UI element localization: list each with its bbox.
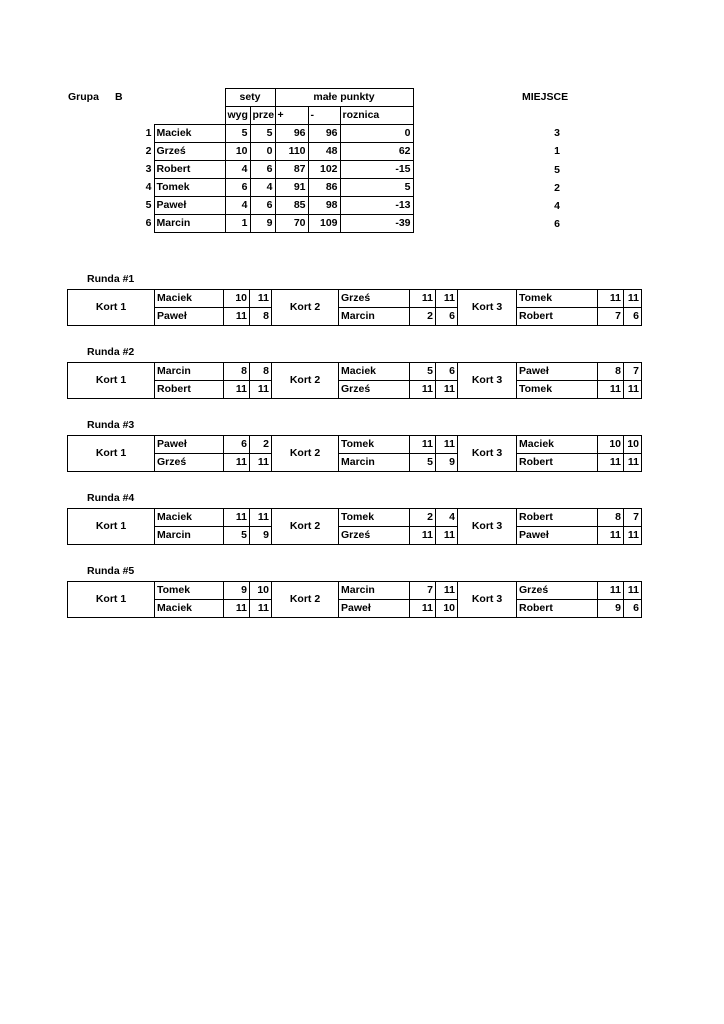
won-header: wyg — [225, 107, 250, 125]
set-score-1: 10 — [598, 436, 624, 454]
set-score-2: 9 — [436, 454, 458, 472]
player-name: Robert — [154, 161, 225, 179]
player-name: Maciek — [155, 290, 224, 308]
set-score-1: 9 — [598, 600, 624, 618]
points-diff: -13 — [340, 197, 413, 215]
standings-header-row-2 — [112, 107, 413, 125]
sets-lost: 0 — [250, 143, 275, 161]
standings-row — [112, 179, 413, 197]
court-label: Kort 2 — [272, 363, 339, 399]
set-score-2: 8 — [250, 363, 272, 381]
player-name: Robert — [155, 381, 224, 399]
set-score-2: 11 — [436, 436, 458, 454]
player-name: Paweł — [155, 308, 224, 326]
sets-lost: 5 — [250, 125, 275, 143]
row-number: 1 — [112, 125, 154, 143]
set-score-1: 11 — [410, 600, 436, 618]
row-number: 2 — [112, 143, 154, 161]
court-label: Kort 3 — [458, 290, 517, 326]
player-name: Maciek — [155, 600, 224, 618]
round-row — [68, 363, 642, 381]
standings-row — [112, 215, 413, 233]
row-number: 4 — [112, 179, 154, 197]
player-name: Grześ — [154, 143, 225, 161]
minus-header: - — [308, 107, 340, 125]
points-minus: 96 — [308, 125, 340, 143]
player-name: Tomek — [154, 179, 225, 197]
sets-won: 10 — [225, 143, 250, 161]
sets-lost: 6 — [250, 197, 275, 215]
set-score-2: 11 — [624, 381, 642, 399]
sets-won: 4 — [225, 197, 250, 215]
points-plus: 87 — [275, 161, 308, 179]
set-score-1: 11 — [224, 381, 250, 399]
points-diff: 0 — [340, 125, 413, 143]
standings-row — [112, 197, 413, 215]
set-score-1: 11 — [598, 290, 624, 308]
player-name: Robert — [517, 600, 598, 618]
set-score-2: 6 — [624, 308, 642, 326]
set-score-2: 9 — [250, 527, 272, 545]
set-score-2: 11 — [250, 381, 272, 399]
lost-header: prze — [250, 107, 275, 125]
round-title: Runda #4 — [87, 492, 135, 504]
set-score-2: 11 — [436, 290, 458, 308]
place-value: 3 — [554, 127, 560, 139]
row-number: 5 — [112, 197, 154, 215]
court-label: Kort 1 — [68, 290, 155, 326]
set-score-1: 8 — [224, 363, 250, 381]
court-label: Kort 3 — [458, 436, 517, 472]
player-name: Marcin — [154, 215, 225, 233]
round-row — [68, 308, 642, 326]
set-score-2: 11 — [436, 582, 458, 600]
set-score-2: 11 — [624, 454, 642, 472]
court-label: Kort 2 — [272, 582, 339, 618]
player-name: Paweł — [154, 197, 225, 215]
sets-won: 6 — [225, 179, 250, 197]
set-score-2: 10 — [436, 600, 458, 618]
points-plus: 85 — [275, 197, 308, 215]
player-name: Tomek — [517, 381, 598, 399]
round-title: Runda #2 — [87, 346, 135, 358]
standings-row — [112, 143, 413, 161]
set-score-2: 7 — [624, 363, 642, 381]
standings-row — [112, 161, 413, 179]
sets-lost: 4 — [250, 179, 275, 197]
set-score-1: 11 — [410, 527, 436, 545]
points-plus: 70 — [275, 215, 308, 233]
set-score-1: 8 — [598, 509, 624, 527]
set-score-1: 11 — [410, 436, 436, 454]
group-label: Grupa — [68, 91, 99, 103]
standings-row — [112, 125, 413, 143]
points-diff: -15 — [340, 161, 413, 179]
set-score-1: 7 — [598, 308, 624, 326]
round-title: Runda #5 — [87, 565, 135, 577]
round-row — [68, 436, 642, 454]
points-header: małe punkty — [275, 89, 413, 107]
points-minus: 48 — [308, 143, 340, 161]
set-score-1: 5 — [224, 527, 250, 545]
set-score-2: 10 — [250, 582, 272, 600]
round-row — [68, 600, 642, 618]
round-row — [68, 290, 642, 308]
points-minus: 109 — [308, 215, 340, 233]
player-name: Tomek — [339, 436, 410, 454]
player-name: Marcin — [155, 363, 224, 381]
row-number: 6 — [112, 215, 154, 233]
set-score-1: 11 — [224, 509, 250, 527]
player-name: Tomek — [517, 290, 598, 308]
court-label: Kort 3 — [458, 363, 517, 399]
set-score-2: 11 — [436, 527, 458, 545]
player-name: Robert — [517, 308, 598, 326]
set-score-1: 6 — [224, 436, 250, 454]
set-score-1: 7 — [410, 582, 436, 600]
court-label: Kort 1 — [68, 582, 155, 618]
round-table — [67, 581, 642, 618]
place-value: 5 — [554, 163, 560, 176]
set-score-2: 4 — [436, 509, 458, 527]
set-score-1: 11 — [598, 582, 624, 600]
round-table — [67, 435, 642, 472]
set-score-1: 11 — [224, 308, 250, 326]
court-label: Kort 2 — [272, 509, 339, 545]
player-name: Paweł — [517, 527, 598, 545]
set-score-2: 2 — [250, 436, 272, 454]
player-name: Paweł — [517, 363, 598, 381]
set-score-1: 11 — [598, 527, 624, 545]
set-score-1: 11 — [410, 290, 436, 308]
sets-won: 1 — [225, 215, 250, 233]
points-minus: 98 — [308, 197, 340, 215]
points-diff: 5 — [340, 179, 413, 197]
set-score-1: 2 — [410, 308, 436, 326]
places-column — [540, 124, 574, 234]
diff-header: roznica — [340, 107, 413, 125]
round-title: Runda #1 — [87, 273, 135, 285]
set-score-2: 7 — [624, 509, 642, 527]
player-name: Grześ — [517, 582, 598, 600]
player-name: Marcin — [155, 527, 224, 545]
sets-lost: 6 — [250, 161, 275, 179]
player-name: Marcin — [339, 308, 410, 326]
player-name: Marcin — [339, 582, 410, 600]
court-label: Kort 1 — [68, 436, 155, 472]
set-score-1: 11 — [224, 454, 250, 472]
points-diff: 62 — [340, 143, 413, 161]
player-name: Tomek — [155, 582, 224, 600]
set-score-2: 11 — [250, 290, 272, 308]
set-score-2: 6 — [436, 308, 458, 326]
player-name: Robert — [517, 509, 598, 527]
set-score-2: 11 — [624, 527, 642, 545]
points-minus: 86 — [308, 179, 340, 197]
round-row — [68, 582, 642, 600]
player-name: Marcin — [339, 454, 410, 472]
set-score-1: 11 — [598, 454, 624, 472]
plus-header: + — [275, 107, 308, 125]
points-minus: 102 — [308, 161, 340, 179]
player-name: Maciek — [517, 436, 598, 454]
place-header: MIEJSCE — [522, 91, 569, 103]
sets-header: sety — [225, 89, 275, 107]
set-score-1: 8 — [598, 363, 624, 381]
set-score-1: 11 — [598, 381, 624, 399]
set-score-2: 11 — [624, 290, 642, 308]
court-label: Kort 3 — [458, 509, 517, 545]
place-value: 6 — [554, 218, 560, 231]
set-score-2: 11 — [250, 600, 272, 618]
place-value: 4 — [554, 200, 560, 213]
player-name: Paweł — [155, 436, 224, 454]
round-row — [68, 381, 642, 399]
round-row — [68, 527, 642, 545]
points-diff: -39 — [340, 215, 413, 233]
player-name: Maciek — [339, 363, 410, 381]
set-score-1: 11 — [410, 381, 436, 399]
points-plus: 110 — [275, 143, 308, 161]
set-score-2: 11 — [250, 454, 272, 472]
court-label: Kort 2 — [272, 290, 339, 326]
set-score-1: 11 — [224, 600, 250, 618]
round-row — [68, 509, 642, 527]
set-score-2: 8 — [250, 308, 272, 326]
standings-header-row-1 — [112, 89, 413, 107]
set-score-1: 9 — [224, 582, 250, 600]
set-score-2: 11 — [250, 509, 272, 527]
set-score-1: 5 — [410, 363, 436, 381]
court-label: Kort 1 — [68, 509, 155, 545]
court-label: Kort 2 — [272, 436, 339, 472]
player-name: Grześ — [339, 527, 410, 545]
set-score-2: 6 — [436, 363, 458, 381]
sets-won: 4 — [225, 161, 250, 179]
group-name: B — [115, 91, 123, 103]
round-row — [68, 454, 642, 472]
set-score-1: 10 — [224, 290, 250, 308]
player-name: Maciek — [154, 125, 225, 143]
player-name: Maciek — [155, 509, 224, 527]
set-score-1: 5 — [410, 454, 436, 472]
place-value: 2 — [554, 181, 560, 194]
player-name: Grześ — [155, 454, 224, 472]
round-table — [67, 289, 642, 326]
court-label: Kort 1 — [68, 363, 155, 399]
sets-won: 5 — [225, 125, 250, 143]
round-table — [67, 508, 642, 545]
points-plus: 91 — [275, 179, 308, 197]
points-plus: 96 — [275, 125, 308, 143]
row-number: 3 — [112, 161, 154, 179]
place-value: 1 — [554, 145, 560, 158]
sets-lost: 9 — [250, 215, 275, 233]
player-name: Robert — [517, 454, 598, 472]
court-label: Kort 3 — [458, 582, 517, 618]
player-name: Paweł — [339, 600, 410, 618]
standings-table — [112, 88, 414, 233]
set-score-2: 11 — [624, 582, 642, 600]
set-score-2: 11 — [436, 381, 458, 399]
set-score-1: 2 — [410, 509, 436, 527]
round-table — [67, 362, 642, 399]
player-name: Tomek — [339, 509, 410, 527]
player-name: Grześ — [339, 290, 410, 308]
player-name: Grześ — [339, 381, 410, 399]
round-title: Runda #3 — [87, 419, 135, 431]
set-score-2: 6 — [624, 600, 642, 618]
set-score-2: 10 — [624, 436, 642, 454]
